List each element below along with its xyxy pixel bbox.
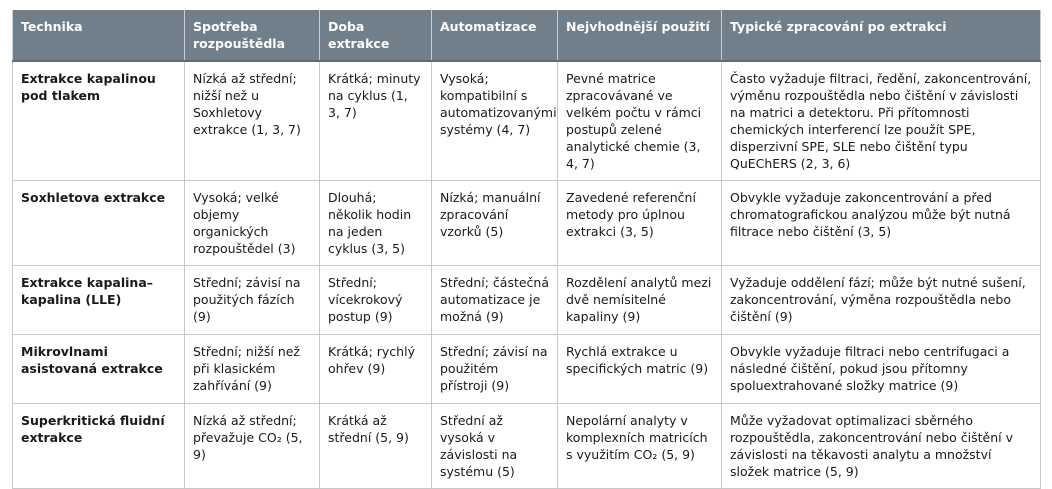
cell-best-use: Rozdělení analytů mezi dvě nemísitelné kapaliny (9)	[558, 266, 722, 335]
cell-extraction-time: Krátká; rychlý ohřev (9)	[320, 335, 432, 404]
cell-solvent-consumption: Nízká až střední; nižší než u Soxhletovy extrakce (1, 3, 7)	[185, 61, 320, 181]
cell-extraction-time: Krátká až střední (5, 9)	[320, 404, 432, 489]
header-extraction-time: Doba extrakce	[320, 10, 432, 61]
cell-technique: Soxhletova extrakce	[13, 181, 185, 266]
header-automation: Automatizace	[432, 10, 558, 61]
comparison-table-container	[12, 10, 1040, 489]
cell-automation: Střední až vysoká v závislosti na systému (5)	[432, 404, 558, 489]
cell-technique: Extrakce kapalinou pod tlakem	[13, 61, 185, 181]
cell-solvent-consumption: Nízká až střední; převažuje CO₂ (5, 9)	[185, 404, 320, 489]
cell-solvent-consumption: Vysoká; velké objemy organických rozpouštědel (3)	[185, 181, 320, 266]
cell-extraction-time: Krátká; minuty na cyklus (1, 3, 7)	[320, 61, 432, 181]
cell-best-use: Rychlá extrakce u specifických matric (9)	[558, 335, 722, 404]
cell-best-use: Pevné matrice zpracovávané ve velkém počtu v rámci postupů zelené analytické chemie (3, 4, 7)	[558, 61, 722, 181]
cell-technique: Superkritická fluidní extrakce	[13, 404, 185, 489]
cell-post-processing: Obvykle vyžaduje zakoncentrování a před chromatografickou analýzou může být nutná filtrace nebo čištění (3, 5)	[722, 181, 1041, 266]
header-post-processing: Typické zpracování po extrakci	[722, 10, 1041, 61]
table-row	[13, 181, 1041, 266]
header-best-use: Nejvhodnější použití	[558, 10, 722, 61]
cell-best-use: Zavedené referenční metody pro úplnou extrakci (3, 5)	[558, 181, 722, 266]
table-header-row	[13, 10, 1041, 61]
cell-post-processing: Vyžaduje oddělení fází; může být nutné sušení, zakoncentrování, výměna rozpouštědla nebo čištění (9)	[722, 266, 1041, 335]
table-row	[13, 266, 1041, 335]
cell-automation: Nízká; manuální zpracování vzorků (5)	[432, 181, 558, 266]
header-solvent-consumption: Spotřeba rozpouštědla	[185, 10, 320, 61]
extraction-comparison-table	[12, 10, 1041, 489]
cell-automation: Střední; závisí na použitém přístroji (9)	[432, 335, 558, 404]
cell-automation: Vysoká; kompatibilní s automatizovanými systémy (4, 7)	[432, 61, 558, 181]
cell-post-processing: Obvykle vyžaduje filtraci nebo centrifugaci a následné čištění, pokud jsou přítomny spoluextrahované složky matrice (9)	[722, 335, 1041, 404]
cell-post-processing: Může vyžadovat optimalizaci sběrného rozpouštědla, zakoncentrování nebo čištění v závislosti na těkavosti analytu a množství složek matrice (5, 9)	[722, 404, 1041, 489]
cell-best-use: Nepolární analyty v komplexních matricích s využitím CO₂ (5, 9)	[558, 404, 722, 489]
cell-post-processing: Často vyžaduje filtraci, ředění, zakoncentrování, výměnu rozpouštědla nebo čištění v závislosti na matrici a detektoru. Při přítomnosti chemických interferencí lze použít SPE, disperzivní SPE, SLE nebo čištění typu QuEChERS (2, 3, 6)	[722, 61, 1041, 181]
header-technique: Technika	[13, 10, 185, 61]
table-row	[13, 335, 1041, 404]
cell-solvent-consumption: Střední; závisí na použitých fázích (9)	[185, 266, 320, 335]
cell-extraction-time: Dlouhá; několik hodin na jeden cyklus (3, 5)	[320, 181, 432, 266]
cell-extraction-time: Střední; vícekrokový postup (9)	[320, 266, 432, 335]
table-row	[13, 61, 1041, 181]
cell-automation: Střední; částečná automatizace je možná (9)	[432, 266, 558, 335]
cell-solvent-consumption: Střední; nižší než při klasickém zahřívání (9)	[185, 335, 320, 404]
cell-technique: Mikrovlnami asistovaná extrakce	[13, 335, 185, 404]
cell-technique: Extrakce kapalina–kapalina (LLE)	[13, 266, 185, 335]
